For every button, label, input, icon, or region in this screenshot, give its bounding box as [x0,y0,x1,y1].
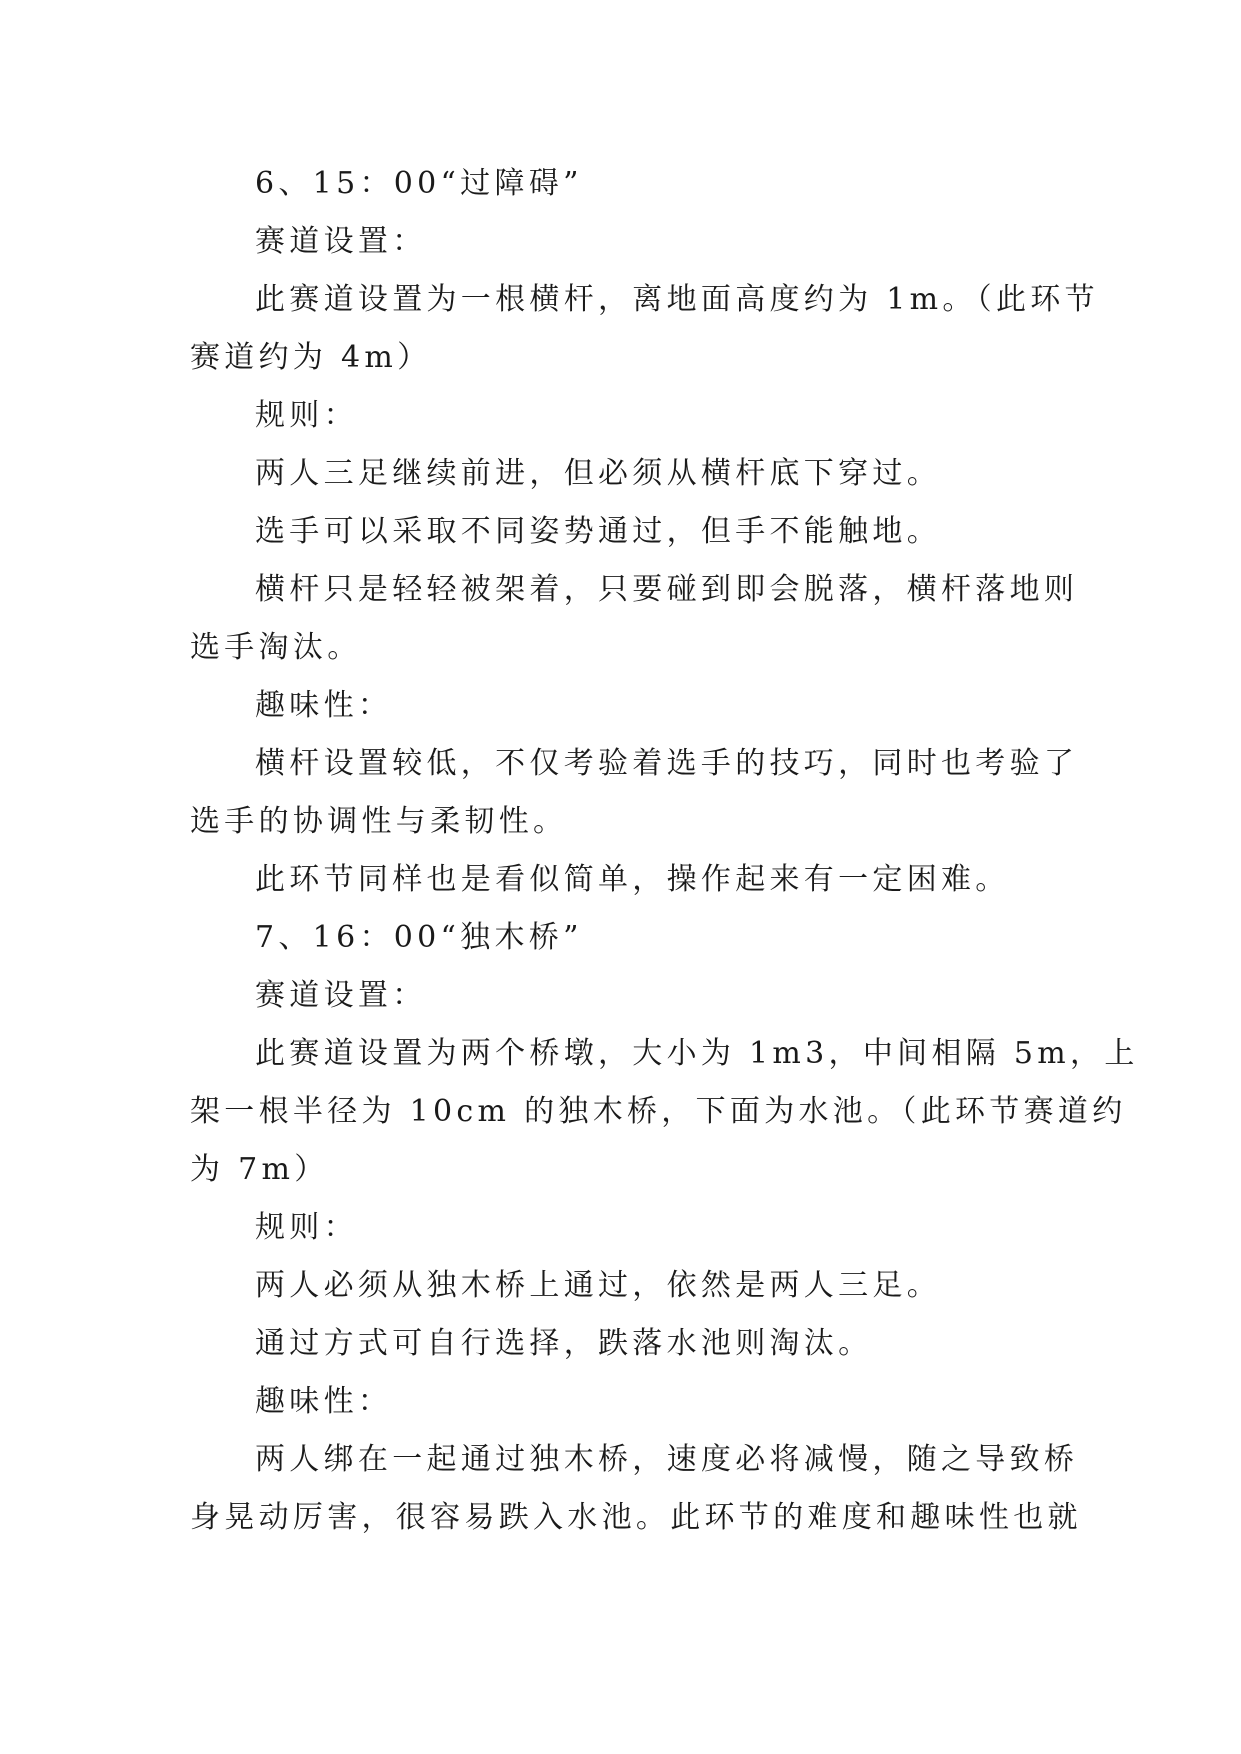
subheading-fun: 趣味性： [255,688,393,723]
paragraph-line: 为 7m） [190,1152,329,1187]
document-body [190,155,1139,1547]
paragraph-line: 选手淘汰。 [190,630,362,665]
subheading-fun: 趣味性： [255,1384,393,1419]
paragraph-line: 此环节同样也是看似简单，操作起来有一定困难。 [255,862,1010,897]
paragraph-line: 架一根半径为 10cm 的独木桥，下面为水池。（此环节赛道约 [190,1094,1127,1129]
paragraph-line: 横杆只是轻轻被架着，只要碰到即会脱落，横杆落地则 [255,572,1079,607]
subheading-track-setup: 赛道设置： [255,978,427,1013]
subheading-rules: 规则： [255,1210,358,1245]
subheading-rules: 规则： [255,398,358,433]
paragraph-line: 选手可以采取不同姿势通过，但手不能触地。 [255,514,941,549]
paragraph-line: 此赛道设置为两个桥墩，大小为 1m3，中间相隔 5m，上 [255,1036,1139,1071]
paragraph-line: 选手的协调性与柔韧性。 [190,804,568,839]
paragraph-line: 通过方式可自行选择，跌落水池则淘汰。 [255,1326,873,1361]
paragraph-line: 横杆设置较低，不仅考验着选手的技巧，同时也考验了 [255,746,1079,781]
paragraph-line: 此赛道设置为一根横杆，离地面高度约为 1m。（此环节 [255,282,1099,317]
paragraph-line: 两人三足继续前进，但必须从横杆底下穿过。 [255,456,941,491]
paragraph-line: 身晃动厉害，很容易跌入水池。此环节的难度和趣味性也就 [190,1500,1082,1535]
paragraph-line: 两人必须从独木桥上通过，依然是两人三足。 [255,1268,941,1303]
paragraph-line: 赛道约为 4m） [190,340,432,375]
paragraph-line: 两人绑在一起通过独木桥，速度必将减慢，随之导致桥 [255,1442,1079,1477]
section-heading-log-bridge: 7、16：00“独木桥” [255,920,583,955]
subheading-track-setup: 赛道设置： [255,224,427,259]
section-heading-obstacle: 6、15：00“过障碍” [255,166,583,201]
